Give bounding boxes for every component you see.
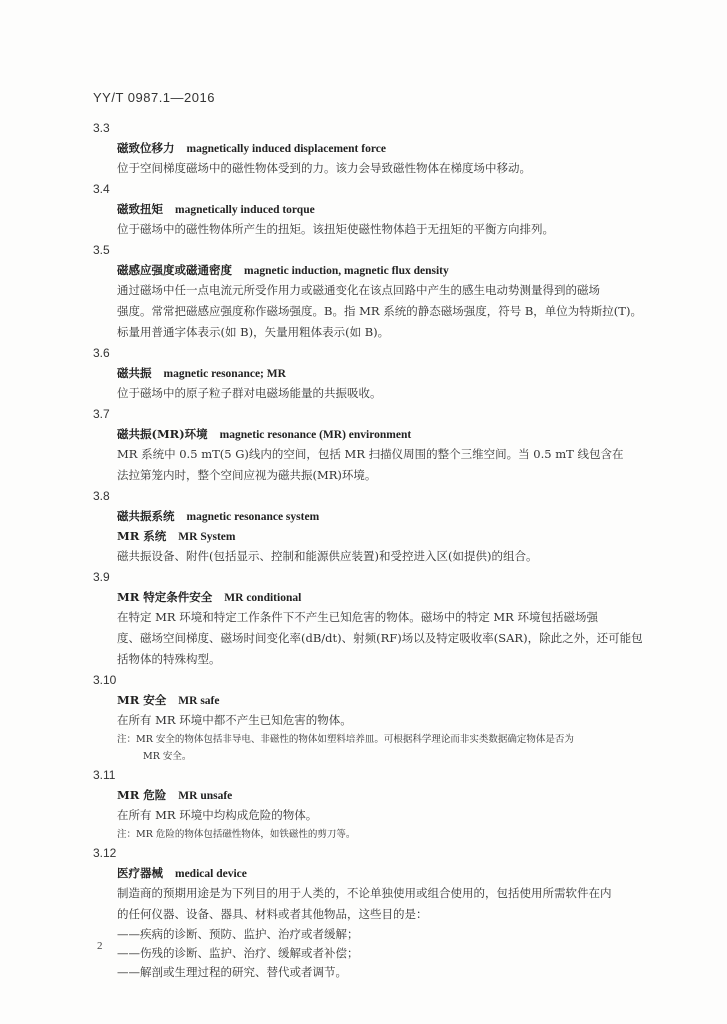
- term-alt-zh: MR 系统: [117, 529, 167, 543]
- definition-line: 在特定 MR 环境和特定工作条件下不产生已知危害的物体。磁场中的特定 MR 环境包括磁场强: [117, 610, 598, 624]
- clause-number: 3.10: [93, 673, 117, 687]
- term-heading: [117, 785, 663, 805]
- definition-line: 括物体的特殊构型。: [117, 652, 221, 666]
- term-entry: [93, 843, 663, 982]
- term-heading: [117, 424, 663, 444]
- term-entry: [93, 118, 663, 179]
- note-line: 注：MR 安全的物体包括非导电、非磁性的物体如塑料培养皿。可根据科学理论而非实类数据确定物体是否为: [117, 734, 574, 745]
- term-heading: [117, 260, 663, 280]
- clause-number: 3.12: [93, 846, 117, 860]
- term-heading: [117, 690, 663, 710]
- definition-line: 标量用普通字体表示(如 B)，矢量用粗体表示(如 B)。: [117, 325, 390, 339]
- term-alt-en: MR System: [178, 531, 236, 543]
- clause-number: 3.9: [93, 570, 110, 584]
- list-item: ——疾病的诊断、预防、监护、治疗或者缓解；: [117, 927, 359, 941]
- note: [117, 826, 663, 843]
- term-heading: [117, 199, 663, 219]
- note-line: 注：MR 危险的物体包括磁性物体，如铁磁性的剪刀等。: [117, 829, 356, 840]
- note-line: MR 安全。: [143, 751, 192, 762]
- term-entry: [93, 343, 663, 404]
- page-number: 2: [97, 940, 103, 952]
- term-zh: 磁致扭矩: [117, 202, 163, 216]
- term-en: MR safe: [178, 695, 220, 707]
- clause-number: 3.4: [93, 182, 110, 196]
- term-alt-heading: [117, 526, 663, 546]
- term-heading: [117, 363, 663, 383]
- term-zh: MR 特定条件安全: [117, 590, 213, 604]
- term-en: magnetic induction, magnetic flux density: [244, 265, 449, 277]
- term-zh: 磁致位移力: [117, 141, 175, 155]
- term-entry: [93, 567, 663, 670]
- term-zh: 磁共振系统: [117, 509, 175, 523]
- term-zh: 磁共振: [117, 366, 152, 380]
- term-heading: [117, 138, 663, 158]
- term-heading: [117, 506, 663, 526]
- terms-content: [93, 118, 663, 982]
- definition-line: 法拉第笼内时，整个空间应视为磁共振(MR)环境。: [117, 468, 377, 482]
- clause-number: 3.8: [93, 489, 110, 503]
- definition-line: MR 系统中 0.5 mT(5 G)线内的空间，包括 MR 扫描仪周围的整个三维空间。当 0.5 mT 线包含在: [117, 447, 624, 461]
- term-en: MR unsafe: [178, 790, 233, 802]
- term-en: medical device: [175, 868, 247, 880]
- definition-line: 的任何仪器、设备、器具、材料或者其他物品，这些目的是：: [117, 907, 428, 921]
- definition-line: 在所有 MR 环境中都不产生已知危害的物体。: [117, 713, 352, 727]
- term-en: magnetically induced torque: [175, 204, 315, 216]
- term-zh: MR 危险: [117, 788, 167, 802]
- list-item: ——伤残的诊断、监护、治疗、缓解或者补偿；: [117, 946, 359, 960]
- list-item: ——解剖或生理过程的研究、替代或者调节。: [117, 965, 347, 979]
- term-zh: 磁共振(MR)环境: [117, 427, 208, 441]
- term-zh: MR 安全: [117, 693, 167, 707]
- term-entry: [93, 670, 663, 765]
- definition-line: 磁共振设备、附件(包括显示、控制和能源供应装置)和受控进入区(如提供)的组合。: [117, 549, 538, 563]
- term-en: MR conditional: [224, 592, 302, 604]
- definition-line: 位于空间梯度磁场中的磁性物体受到的力。该力会导致磁性物体在梯度场中移动。: [117, 161, 531, 175]
- definition-line: 通过磁场中任一点电流元所受作用力或磁通变化在该点回路中产生的感生电动势测量得到的磁场: [117, 283, 600, 297]
- term-entry: [93, 240, 663, 343]
- note: [117, 731, 663, 765]
- definition-line: 制造商的预期用途是为下列目的用于人类的，不论单独使用或组合使用的，包括使用所需软件在内: [117, 886, 612, 900]
- term-en: magnetic resonance system: [186, 511, 320, 523]
- clause-number: 3.5: [93, 243, 110, 257]
- definition-line: 在所有 MR 环境中均构成危险的物体。: [117, 808, 318, 822]
- term-entry: [93, 404, 663, 486]
- definition-line: 位于磁场中的原子粒子群对电磁场能量的共振吸收。: [117, 386, 382, 400]
- term-heading: [117, 863, 663, 883]
- clause-number: 3.7: [93, 407, 110, 421]
- definition-line: 位于磁场中的磁性物体所产生的扭矩。该扭矩使磁性物体趋于无扭矩的平衡方向排列。: [117, 222, 554, 236]
- clause-number: 3.11: [93, 768, 116, 782]
- standard-code-header: YY/T 0987.1—2016: [93, 90, 215, 105]
- term-entry: [93, 486, 663, 567]
- term-heading: [117, 587, 663, 607]
- term-en: magnetic resonance; MR: [163, 368, 286, 380]
- clause-number: 3.3: [93, 121, 110, 135]
- definition-line: 强度。常常把磁感应强度称作磁场强度。B。指 MR 系统的静态磁场强度，符号 B，单位为特斯拉(T)。: [117, 304, 642, 318]
- clause-number: 3.6: [93, 346, 110, 360]
- term-zh: 磁感应强度或磁通密度: [117, 263, 232, 277]
- term-entry: [93, 765, 663, 843]
- term-zh: 医疗器械: [117, 866, 163, 880]
- definition-line: 度、磁场空间梯度、磁场时间变化率(dB/dt)、射频(RF)场以及特定吸收率(SAR)，除此之外，还可能包: [117, 631, 643, 645]
- term-en: magnetically induced displacement force: [186, 143, 386, 155]
- term-entry: [93, 179, 663, 240]
- term-en: magnetic resonance (MR) environment: [219, 429, 412, 441]
